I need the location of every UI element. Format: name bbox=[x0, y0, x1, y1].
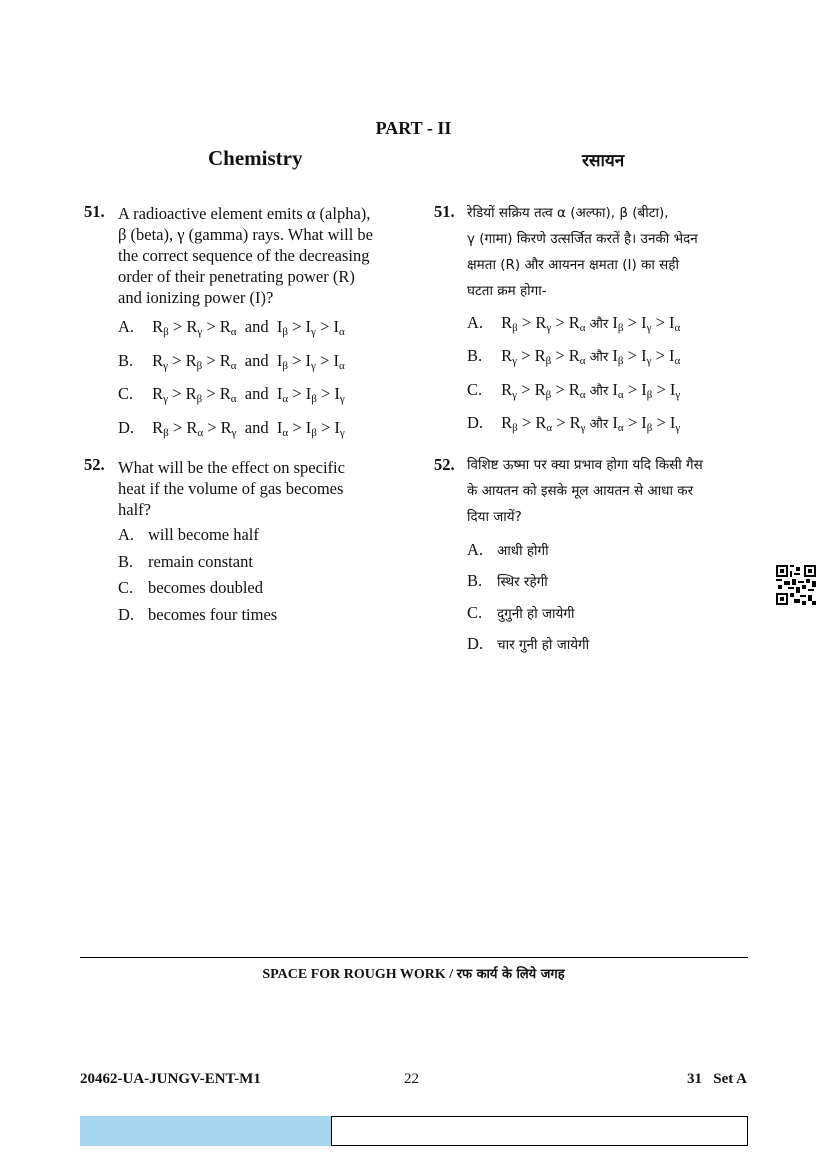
option-text-en: B. remain constant bbox=[118, 552, 253, 571]
question-52-text-english bbox=[118, 457, 345, 520]
qr-code-icon bbox=[776, 565, 816, 605]
question-line: What will be the effect on specific bbox=[118, 458, 345, 477]
footer-color-bar bbox=[80, 1116, 331, 1146]
option-formula-en: A. $R_\beta > R_\gamma > R_\alpha$ and $I_\beta > I_\gamma > I_\alpha$ bbox=[118, 317, 345, 338]
question-line: γ (गामा) किरणे उत्सर्जित करतें है। उनकी भेदन bbox=[467, 231, 698, 247]
option-formula-hi: A. $R_\beta > R_\gamma > R_\alpha$ और $I_\beta > I_\gamma > I_\alpha$ bbox=[467, 313, 681, 334]
question-line: विशिष्ट ऊष्मा पर क्या प्रभाव होगा यदि किसी गैस bbox=[467, 457, 703, 473]
subject-title-hindi: रसायन bbox=[582, 151, 625, 171]
booklet-code: 20462-UA-JUNGV-ENT-M1 bbox=[80, 1071, 261, 1087]
option-text-en: A. will become half bbox=[118, 525, 259, 544]
question-line: the correct sequence of the decreasing bbox=[118, 246, 370, 265]
question-line: β (beta), γ (gamma) rays. What will be bbox=[118, 225, 374, 244]
question-line: के आयतन को इसके मूल आयतन से आधा कर bbox=[467, 483, 694, 499]
option-formula-en: D. $R_\beta > R_\alpha > R_\gamma$ and $I_\alpha > I_\beta > I_\gamma$ bbox=[118, 418, 345, 439]
option-formula-en: B. $R_\gamma > R_\beta > R_\alpha$ and $I_\beta > I_\gamma > I_\alpha$ bbox=[118, 351, 345, 372]
question-52-text-hindi bbox=[467, 452, 703, 530]
question-line: घटता क्रम होगा- bbox=[467, 283, 547, 299]
question-number: 51. bbox=[434, 202, 455, 221]
option-formula-hi: D. $R_\beta > R_\alpha > R_\gamma$ और $I_\alpha > I_\beta > I_\gamma$ bbox=[467, 413, 681, 434]
part-heading: PART - II bbox=[375, 118, 452, 138]
question-line: रेडियों सक्रिय तत्व α (अल्फा), β (बीटा), bbox=[467, 205, 669, 221]
question-number: 52. bbox=[434, 455, 455, 474]
option-text-hi: C. दुगुनी हो जायेगी bbox=[467, 603, 575, 622]
question-number: 51. bbox=[84, 202, 105, 221]
page-number: 22 bbox=[404, 1071, 419, 1087]
option-text-en: C. becomes doubled bbox=[118, 578, 264, 597]
question-line: and ionizing power (I)? bbox=[118, 288, 274, 307]
question-51-text-english bbox=[118, 203, 373, 308]
rough-work-divider bbox=[80, 957, 748, 958]
option-text-hi: D. चार गुनी हो जायेगी bbox=[467, 634, 590, 653]
option-text-hi: A. आधी होगी bbox=[467, 540, 549, 559]
question-line: A radioactive element emits α (alpha), bbox=[118, 204, 371, 223]
rough-work-label: SPACE FOR ROUGH WORK / रफ कार्य के लिये जगह bbox=[262, 967, 565, 982]
question-line: half? bbox=[118, 500, 151, 519]
question-line: heat if the volume of gas becomes bbox=[118, 479, 344, 498]
question-51-text-hindi bbox=[467, 200, 698, 304]
option-formula-hi: C. $R_\gamma > R_\beta > R_\alpha$ और $I_\alpha > I_\beta > I_\gamma$ bbox=[467, 380, 681, 401]
question-number: 52. bbox=[84, 455, 105, 474]
option-text-hi: B. स्थिर रहेगी bbox=[467, 571, 548, 590]
question-line: क्षमता (R) और आयनन क्षमता (I) का सही bbox=[467, 257, 679, 273]
footer-empty-box bbox=[331, 1116, 748, 1146]
option-formula-hi: B. $R_\gamma > R_\beta > R_\alpha$ और $I_\beta > I_\gamma > I_\alpha$ bbox=[467, 346, 681, 367]
option-formula-en: C. $R_\gamma > R_\beta > R_\alpha$ and $I_\alpha > I_\beta > I_\gamma$ bbox=[118, 384, 345, 405]
question-line: order of their penetrating power (R) bbox=[118, 267, 355, 286]
set-label: 31 Set A bbox=[687, 1071, 747, 1087]
option-text-en: D. becomes four times bbox=[118, 605, 278, 624]
question-line: दिया जायें? bbox=[467, 509, 522, 525]
subject-title-english: Chemistry bbox=[208, 146, 303, 170]
